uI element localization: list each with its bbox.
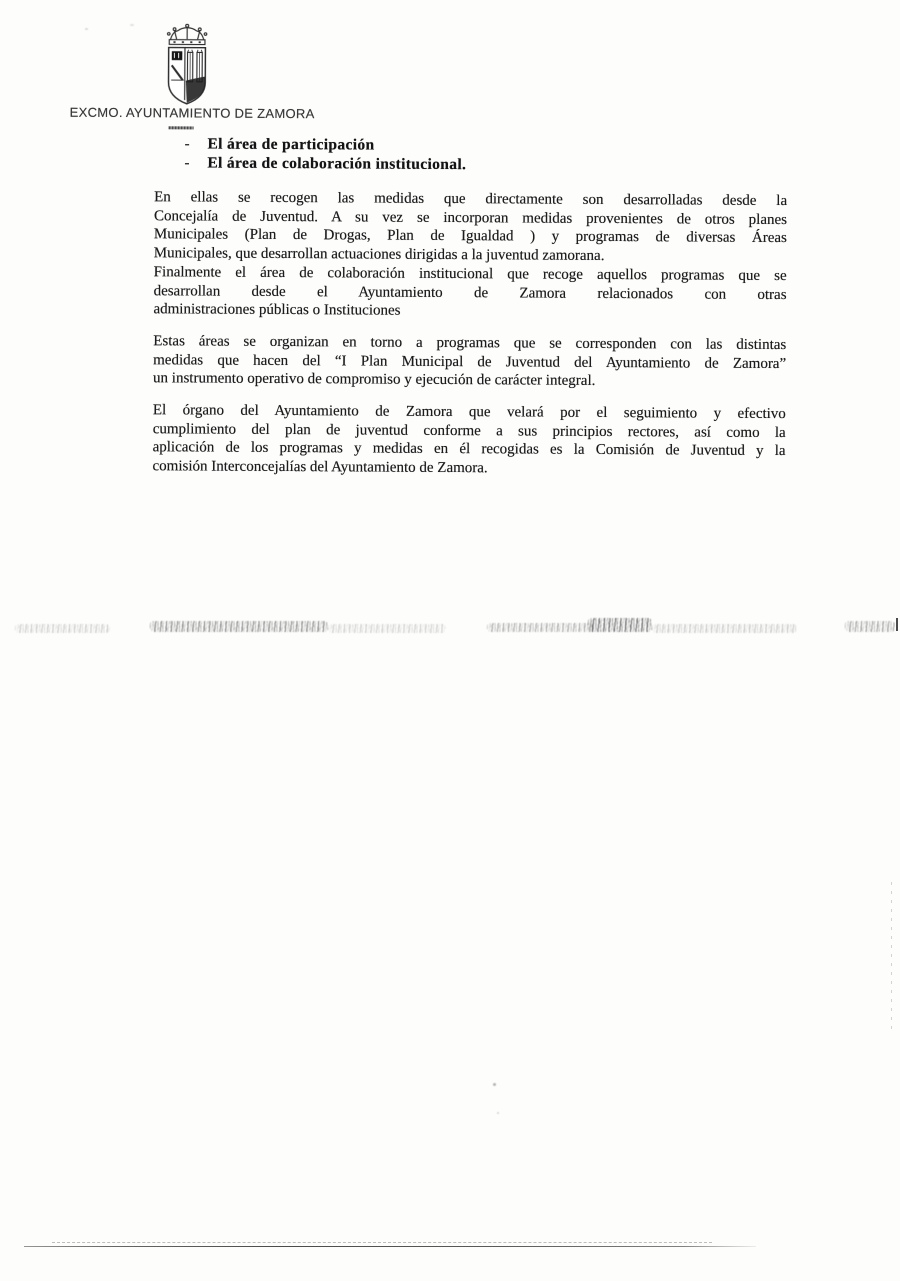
- text-line: comisión Interconcejalías del Ayuntamiento de Zamora.: [152, 458, 488, 477]
- paragraph-areas-medidas: [153, 188, 787, 323]
- bullet-text: El área de participación: [207, 135, 375, 154]
- bullet-text: El área de colaboración institucional.: [207, 154, 467, 173]
- text-line: Concejalía de Juventud. A su vez se incorporan medidas provenientes de otros planes: [153, 207, 788, 228]
- scan-speck: [85, 28, 88, 30]
- scan-noise-segment: [845, 621, 895, 632]
- coat-of-arms-graphic: [160, 22, 215, 106]
- bottom-rule: [24, 1246, 756, 1247]
- scan-noise-segment: [150, 621, 328, 632]
- scan-speck: [493, 1083, 496, 1086]
- list-item: [184, 154, 724, 176]
- organization-name: EXCMO. AYUNTAMIENTO DE ZAMORA: [69, 104, 315, 122]
- text-line: En ellas se recogen las medidas que directamente son desarrolladas desde la: [154, 189, 788, 210]
- text-line: Finalmente el área de colaboración institucional que recoge aquellos programas que se: [153, 264, 787, 284]
- header-underline: [169, 126, 194, 129]
- scan-noise-segment: [487, 623, 595, 632]
- scan-noise-segment: [652, 624, 797, 633]
- text-line: El órgano del Ayuntamiento de Zamora que velará por el seguimiento y efectivo: [152, 402, 786, 423]
- text-line: cumplimiento del plan de juventud conforme a sus principios rectores, así como la: [152, 420, 786, 441]
- text-line: un instrumento operativo de compromiso y ejecución de carácter integral.: [153, 370, 596, 390]
- scan-speck: [130, 24, 134, 26]
- scan-edge-tick: [896, 618, 898, 631]
- text-line: aplicación de los programas y medidas en él recogidas es la Comisión de Juventud y la: [152, 439, 786, 460]
- paragraph-organo-seguimiento: [152, 401, 785, 480]
- paragraph-organizacion-programas: [153, 332, 786, 392]
- bullet-dash: -: [184, 153, 190, 171]
- scan-vertical-dash-artifact: [891, 882, 892, 1034]
- bullet-dash: -: [184, 135, 190, 153]
- text-line: medidas que hacen del “I Plan Municipal de Juventud del Ayuntamiento de Zamora”: [153, 351, 787, 372]
- scan-noise-segment: [15, 624, 110, 633]
- text-line: Estas áreas se organizan en torno a programas que se corresponden con las distintas: [153, 333, 787, 354]
- text-line: Municipales, que desarrollan actuaciones dirigidas a la juventud zamorana.: [153, 245, 605, 265]
- text-line: desarrollan desde el Ayuntamiento de Zamora relacionados con otras: [153, 282, 787, 303]
- text-line: Municipales (Plan de Drogas, Plan de Igualdad ) y programas de diversas Áreas: [153, 226, 787, 247]
- scan-noise-segment: [328, 624, 446, 633]
- bullet-list: [184, 135, 724, 175]
- bottom-rule-dashed-artifact: [52, 1242, 712, 1243]
- zamora-coat-of-arms-logo: [160, 22, 215, 106]
- text-line: administraciones públicas o Instituciones: [153, 301, 401, 319]
- scan-noise-segment: [588, 618, 652, 632]
- scan-speck: [497, 1112, 499, 1114]
